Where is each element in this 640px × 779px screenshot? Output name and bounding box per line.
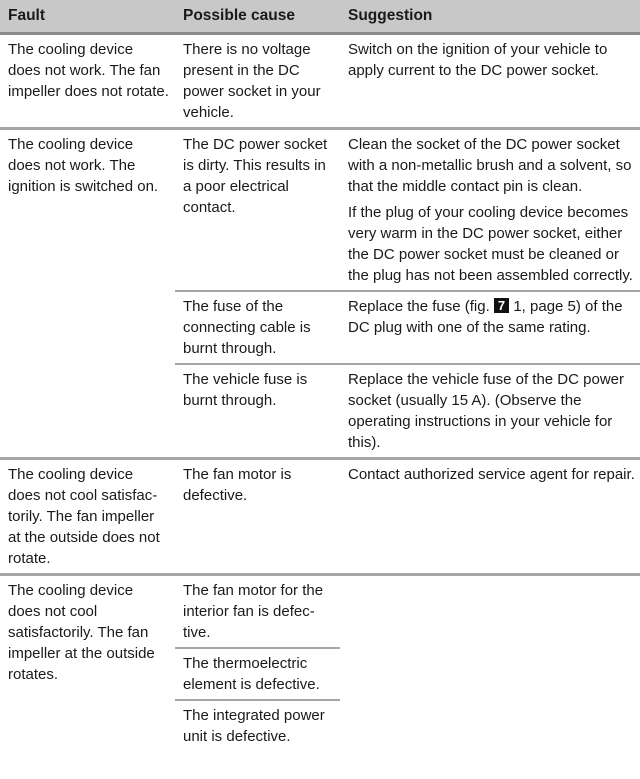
table-row	[0, 459, 640, 575]
table-row	[0, 129, 640, 292]
table-row	[0, 34, 640, 129]
cause-cell: The fan motor for the interior fan is defective.	[175, 575, 340, 649]
suggestion-paragraph: If the plug of your cooling device becomes very warm in the DC power socket, either the DC power socket must be cleaned or the plug has not been assembled correctly.	[348, 204, 633, 284]
cause-cell: The DC power socket is dirty. This results in a poor electrical contact.	[175, 129, 340, 292]
fault-cell: The cooling device does not cool satisfactorily. The fan impeller at the outside rotates.	[0, 575, 175, 752]
suggestion-text: 1, page 5) of the DC plug with one of the same rating.	[348, 298, 623, 336]
suggestion-cell	[340, 291, 640, 364]
header-possible-cause: Possible cause	[175, 0, 340, 34]
fault-cell: The cooling device does not work. The ignition is switched on.	[0, 129, 175, 459]
cause-cell: The vehicle fuse is burnt through.	[175, 364, 340, 459]
cause-cell: There is no voltage present in the DC power socket in your vehicle.	[183, 41, 321, 121]
suggestion-cell	[340, 129, 640, 292]
cause-cell: The integrated power unit is defective.	[175, 700, 340, 751]
header-row	[0, 0, 640, 34]
figure-reference-badge: 7	[494, 298, 509, 313]
suggestion-cell-empty	[340, 575, 640, 752]
suggestion-cell: Contact authorized service agent for repair.	[340, 459, 640, 575]
cause-cell: The fan motor is defective.	[175, 459, 340, 575]
cause-cell: The thermoelectric element is defective.	[175, 648, 340, 700]
fault-cell: The cooling device does not cool satisfactorily. The fan impeller at the outside does not rotate.	[0, 459, 175, 575]
header-suggestion: Suggestion	[340, 0, 640, 34]
fault-cell: The cooling device does not work. The fan impeller does not rotate.	[8, 41, 169, 100]
table-row	[0, 575, 640, 649]
suggestion-text: Replace the fuse (fig.	[348, 298, 490, 315]
header-fault: Fault	[0, 0, 175, 34]
cause-cell: The fuse of the connecting cable is burnt through.	[175, 291, 340, 364]
suggestion-cell: Replace the vehicle fuse of the DC power socket (usually 15 A). (Observe the operating instructions in your vehicle for this).	[340, 364, 640, 459]
suggestion-cell: Switch on the ignition of your vehicle to apply current to the DC power socket.	[348, 41, 608, 79]
suggestion-paragraph: Clean the socket of the DC power socket with a non-metallic brush and a solvent, so that the middle contact pin is clean.	[348, 136, 632, 195]
